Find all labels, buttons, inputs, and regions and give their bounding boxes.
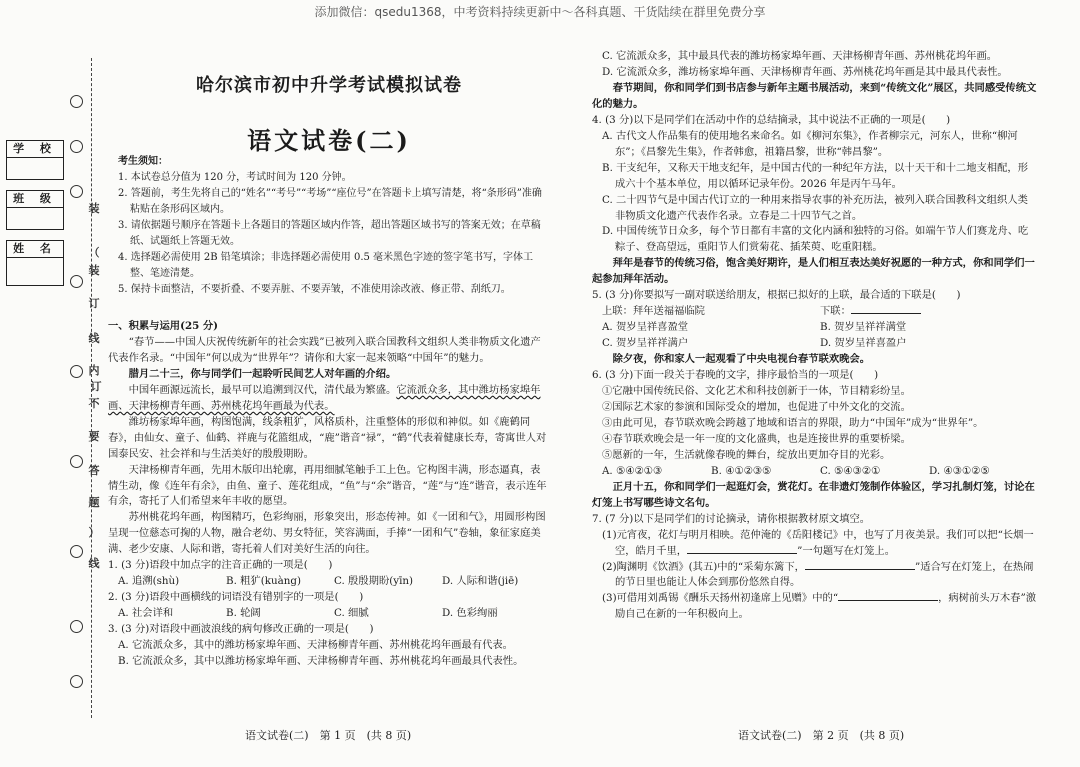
fill-text: (3)可借用刘禹锡《酬乐天扬州初逢席上见赠》中的“ xyxy=(602,592,839,605)
fill-text: ”一句题写在灯笼上。 xyxy=(797,544,896,557)
sentence-item: ①它融中国传统民俗、文化艺术和科技创新于一体，节目精彩纷呈。 xyxy=(602,385,911,398)
name-label: 姓 名 xyxy=(7,241,63,258)
scene-prompt: 腊月二十三，你与同学们一起聆听民间艺人对年画的介绍。 xyxy=(128,367,397,380)
q6-options xyxy=(592,464,1038,480)
q2-options xyxy=(108,606,550,622)
q5-options xyxy=(592,336,1038,352)
couplet-lower-label: 下联： xyxy=(820,305,851,318)
page-footer-right: 语文试卷(二) 第 2 页 (共 8 页) xyxy=(738,729,905,742)
option-c[interactable]: C. 细腻 xyxy=(334,607,369,620)
question-4: 4. (3 分)以下是同学们在活动中作的总结摘录，其中说法不正确的一项是( ) xyxy=(592,113,951,126)
notice-item: 1. 本试卷总分值为 120 分，考试时间为 120 分钟。 xyxy=(118,172,352,183)
binding-hole-circle xyxy=(70,620,83,633)
seal-char: ） xyxy=(88,526,100,539)
section-heading: 一、积累与运用(25 分) xyxy=(108,320,219,332)
passage-text: 中国年画源远流长，最早可以追溯到汉代，清代最为繁盛。 xyxy=(128,383,397,396)
passage-paragraph: 潍坊杨家埠年画，构图饱满，线条粗犷，风格质朴，注重整体的形似和神似。如《鹿鹤同春》，由仙女、童子、仙鹤、祥鹿与花篮组成，“鹿”谐音“禄”，“鹤”代表着健康长寿，寄寓世人对国泰民安、社会祥和与生活美好的殷殷期盼。 xyxy=(108,415,547,460)
option-c[interactable]: C. 二十四节气是中国古代订立的一种用来指导农事的补充历法，被列入联合国教科文组织人类非物质文化遗产代表作名录。立春是二十四节气之首。 xyxy=(602,193,1028,222)
couplet-upper: 上联：拜年送福福临院 xyxy=(602,305,705,318)
binding-hole-circle xyxy=(70,455,83,468)
option-d[interactable]: D. 它流派众多，潍坊杨家埠年画、天津杨柳青年画、苏州桃花坞年画是其中最具代表性。 xyxy=(602,65,1008,78)
right-column-body xyxy=(592,49,1038,623)
notice-heading: 考生须知： xyxy=(118,156,168,167)
fill-text: (1)元宵夜，花灯与明月相映。范仲淹的《岳阳楼记》中，也写了月夜美景。我们可以把“长烟一空，皓月千里， xyxy=(602,528,1034,557)
fill-item-1 xyxy=(602,528,1038,560)
answer-blank[interactable] xyxy=(851,313,921,314)
seal-char: 线 xyxy=(88,557,100,570)
option-b[interactable]: B. 干支纪年，又称天干地支纪年，是中国古代的一种纪年方法，以十天干和十二地支相配，形成六十个基本单位，用以循环记录年份。2026 年是丙午马年。 xyxy=(602,161,1028,190)
binding-hole-circle xyxy=(70,140,83,153)
seal-char: 不 xyxy=(88,397,100,410)
fill-item-3 xyxy=(602,591,1038,623)
seal-char: 装 xyxy=(88,264,100,277)
scene-prompt: 拜年是春节的传统习俗，饱含美好期许，是人们相互表达美好祝愿的一种方式，你和同学们一起参加拜年活动。 xyxy=(592,257,1035,286)
couplet-lower xyxy=(820,304,1038,320)
option-b[interactable]: B. 贺岁呈祥祥满堂 xyxy=(820,321,907,334)
fill-text: (2)陶渊明《饮酒》(其五)中的“采菊东篱下， xyxy=(602,560,805,573)
option-a[interactable]: A. 贺岁呈祥喜盈堂 xyxy=(602,321,689,334)
passage-paragraph: 天津杨柳青年画，先用木版印出轮廓，再用细腻笔触手工上色。它构图丰满，形态逼真，表情生动，像《连年有余》，由鱼、童子、莲花组成，“鱼”与“余”谐音，“莲”与“连”谐音，表示连年有余，寄托了人们希望来年丰收的愿望。 xyxy=(108,463,547,508)
option-b[interactable]: B. ④①②③⑤ xyxy=(711,464,772,477)
option-b[interactable]: B. 轮阔 xyxy=(226,607,261,620)
binding-hole-circle xyxy=(70,365,83,378)
option-d[interactable]: D. 色彩绚丽 xyxy=(442,607,498,620)
student-info-panel xyxy=(6,140,64,296)
option-c[interactable]: C. 殷殷期盼(yīn) xyxy=(334,575,414,588)
binding-hole-circle xyxy=(70,185,83,198)
scene-prompt: 除夕夜，你和家人一起观看了中央电视台春节联欢晚会。 xyxy=(612,353,871,366)
wavy-sentence: 它流派众多，其中潍坊杨家埠年画、天津杨柳青年画、苏州桃花坞年画最为代表。 xyxy=(108,383,541,412)
seal-char: 订 xyxy=(88,297,100,310)
intro-paragraph: “春节——中国人庆祝传统新年的社会实践”已被列入联合国教科文组织人类非物质文化遗产代表作名录。“中国年”何以成为“世界年”？请你和大家一起来领略“中国年”的魅力。 xyxy=(108,335,541,364)
question-2: 2. (3 分)语段中画横线的词语没有错别字的一项是( ) xyxy=(108,591,364,604)
option-b[interactable]: B. 它流派众多，其中以潍坊杨家埠年画、天津杨柳青年画、苏州桃花坞年画最具代表性。 xyxy=(118,655,524,668)
option-c[interactable]: C. 它流派众多，其中最具代表的潍坊杨家埠年画、天津杨柳青年画、苏州桃花坞年画。 xyxy=(602,50,998,62)
option-b[interactable]: B. 粗犷(kuàng) xyxy=(226,575,301,588)
notice-item: 3. 请依据题号顺序在答题卡上各题目的答题区域内作答，超出答题区域书写的答案无效；在草稿纸、试题纸上答题无效。 xyxy=(118,220,541,247)
school-field[interactable] xyxy=(6,140,64,180)
scene-prompt: 春节期间，你和同学们到书店参与新年主题书展活动，来到“传统文化”展区，共同感受传统文化的魅力。 xyxy=(592,81,1037,110)
question-3: 3. (3 分)对语段中画波浪线的病句修改正确的一项是( ) xyxy=(108,623,374,636)
question-1: 1. (3 分)语段中加点字的注音正确的一项是( ) xyxy=(108,559,333,572)
name-field[interactable] xyxy=(6,240,64,286)
question-7: 7. (7 分)以下是同学们的讨论摘录，请你根据教材原文填空。 xyxy=(592,512,871,525)
seal-char: 答 xyxy=(88,464,100,477)
question-5: 5. (3 分)你要拟写一副对联送给朋友，根据已拟好的上联，最合适的下联是( ) xyxy=(592,289,961,302)
option-d[interactable]: D. 贺岁呈祥喜盈户 xyxy=(820,337,907,350)
sentence-item: ③由此可见，春节联欢晚会跨越了地域和语言的界限，助力“中国年”成为“世界年”。 xyxy=(602,416,984,429)
option-c[interactable]: C. 贺岁呈祥祥满户 xyxy=(602,337,689,350)
sentence-item: ②国际艺术家的参演和国际受众的增加，也促进了中外文化的交流。 xyxy=(602,400,911,413)
watermark-text: 添加微信：qsedu1368，中考资料持续更新中～各科真题、干货陆续在群里免费分享 xyxy=(314,5,766,19)
class-label: 班 级 xyxy=(7,191,63,208)
fill-text: ，病树前头万木春”激励自己在新的一年积极向上。 xyxy=(615,592,1037,621)
answer-blank[interactable] xyxy=(805,569,915,570)
notice-item: 2. 答题前，考生先将自己的“姓名”“考号”“考场”“座位号”在答题卡上填写清楚，将“条形码”准确粘贴在条形码区域内。 xyxy=(118,188,542,215)
passage-paragraph xyxy=(108,383,550,415)
seal-char: （ xyxy=(88,246,100,259)
seal-char: 内 xyxy=(88,364,100,377)
notice-item: 4. 选择题必需使用 2B 铅笔填涂；非选择题必需使用 0.5 毫米黑色字迹的签字笔书写，字体工整、笔迹清楚。 xyxy=(118,252,534,279)
notice-item: 5. 保持卡面整洁，不要折叠、不要弄脏、不要弄皱，不准使用涂改液、修正带、刮纸刀。 xyxy=(118,284,511,295)
answer-blank[interactable] xyxy=(687,553,797,554)
fill-text: ”适合写在灯笼上，在热闹的节日里也能让人体会到那份悠然自得。 xyxy=(615,560,1034,589)
seal-char: 装 xyxy=(88,202,100,215)
option-c[interactable]: C. ⑤④③②① xyxy=(820,464,881,477)
binding-holes xyxy=(70,60,86,710)
left-column-body xyxy=(108,319,550,670)
option-a[interactable]: A. ⑤④②①③ xyxy=(602,464,663,477)
q1-options xyxy=(108,574,550,590)
option-a[interactable]: A. 古代文人作品集有的使用地名来命名。如《柳河东集》，作者柳宗元，河东人，世称“柳河东”；《昌黎先生集》，作者韩愈，祖籍昌黎，世称“韩昌黎”。 xyxy=(602,129,1018,158)
binding-hole-circle xyxy=(70,275,83,288)
option-a[interactable]: A. 追溯(shù) xyxy=(118,575,180,588)
seal-char: 订 xyxy=(90,380,102,393)
sentence-item: ④春节联欢晚会是一年一度的文化盛典，也是连接世界的重要桥梁。 xyxy=(602,432,911,445)
option-d[interactable]: D. 中国传统节日众多，每个节日都有丰富的文化内涵和独特的习俗。如端午节人们赛龙舟、吃粽子、登高望远，重阳节人们赏菊花、插茱萸、吃重阳糕。 xyxy=(602,225,1029,254)
passage-paragraph: 苏州桃花坞年画，构图精巧，色彩绚丽，形象突出，形态传神。如《一团和气》，用圆形构图呈现一位慈态可掬的人物，融合老幼、男女特征，笑容满面，手捧“一团和气”卷轴，象征家庭美满、老少安康、人际和谐，寄托着人们对美好生活的向往。 xyxy=(108,511,546,556)
binding-hole-circle xyxy=(70,675,83,688)
option-a[interactable]: A. 社会详和 xyxy=(118,607,174,620)
school-label: 学 校 xyxy=(7,141,63,158)
option-a[interactable]: A. 它流派众多，其中的潍坊杨家埠年画、天津杨柳青年画、苏州桃花坞年画最有代表。 xyxy=(118,639,513,652)
couplet-row xyxy=(592,304,1038,320)
exam-subtitle: 语文试卷(二) xyxy=(247,126,411,155)
seal-char: 题 xyxy=(88,496,100,509)
binding-hole-circle xyxy=(70,545,83,558)
sentence-item: ⑤愿新的一年，生活就像春晚的舞台，绽放出更加夺目的光彩。 xyxy=(602,448,891,461)
seal-char: 要 xyxy=(88,430,100,443)
option-d[interactable]: D. 人际和谐(jiē) xyxy=(442,575,519,588)
exam-notice xyxy=(118,154,550,298)
exam-title: 哈尔滨市初中升学考试模拟试卷 xyxy=(196,75,462,96)
scene-prompt: 正月十五，你和同学们一起逛灯会，赏花灯。在非遗灯笼制作体验区，学习扎制灯笼，讨论在灯笼上书写哪些诗文名句。 xyxy=(592,480,1035,509)
option-d[interactable]: D. ④③①②⑤ xyxy=(929,464,990,477)
question-6: 6. (3 分)下面一段关于春晚的文字，排序最恰当的一项是( ) xyxy=(592,369,879,382)
q5-options xyxy=(592,320,1038,336)
seal-char: 线 xyxy=(88,332,100,345)
fill-item-2 xyxy=(602,560,1038,592)
class-field[interactable] xyxy=(6,190,64,230)
page-footer-left: 语文试卷(二) 第 1 页 (共 8 页) xyxy=(245,729,412,742)
answer-blank[interactable] xyxy=(838,600,938,601)
binding-hole-circle xyxy=(70,95,83,108)
